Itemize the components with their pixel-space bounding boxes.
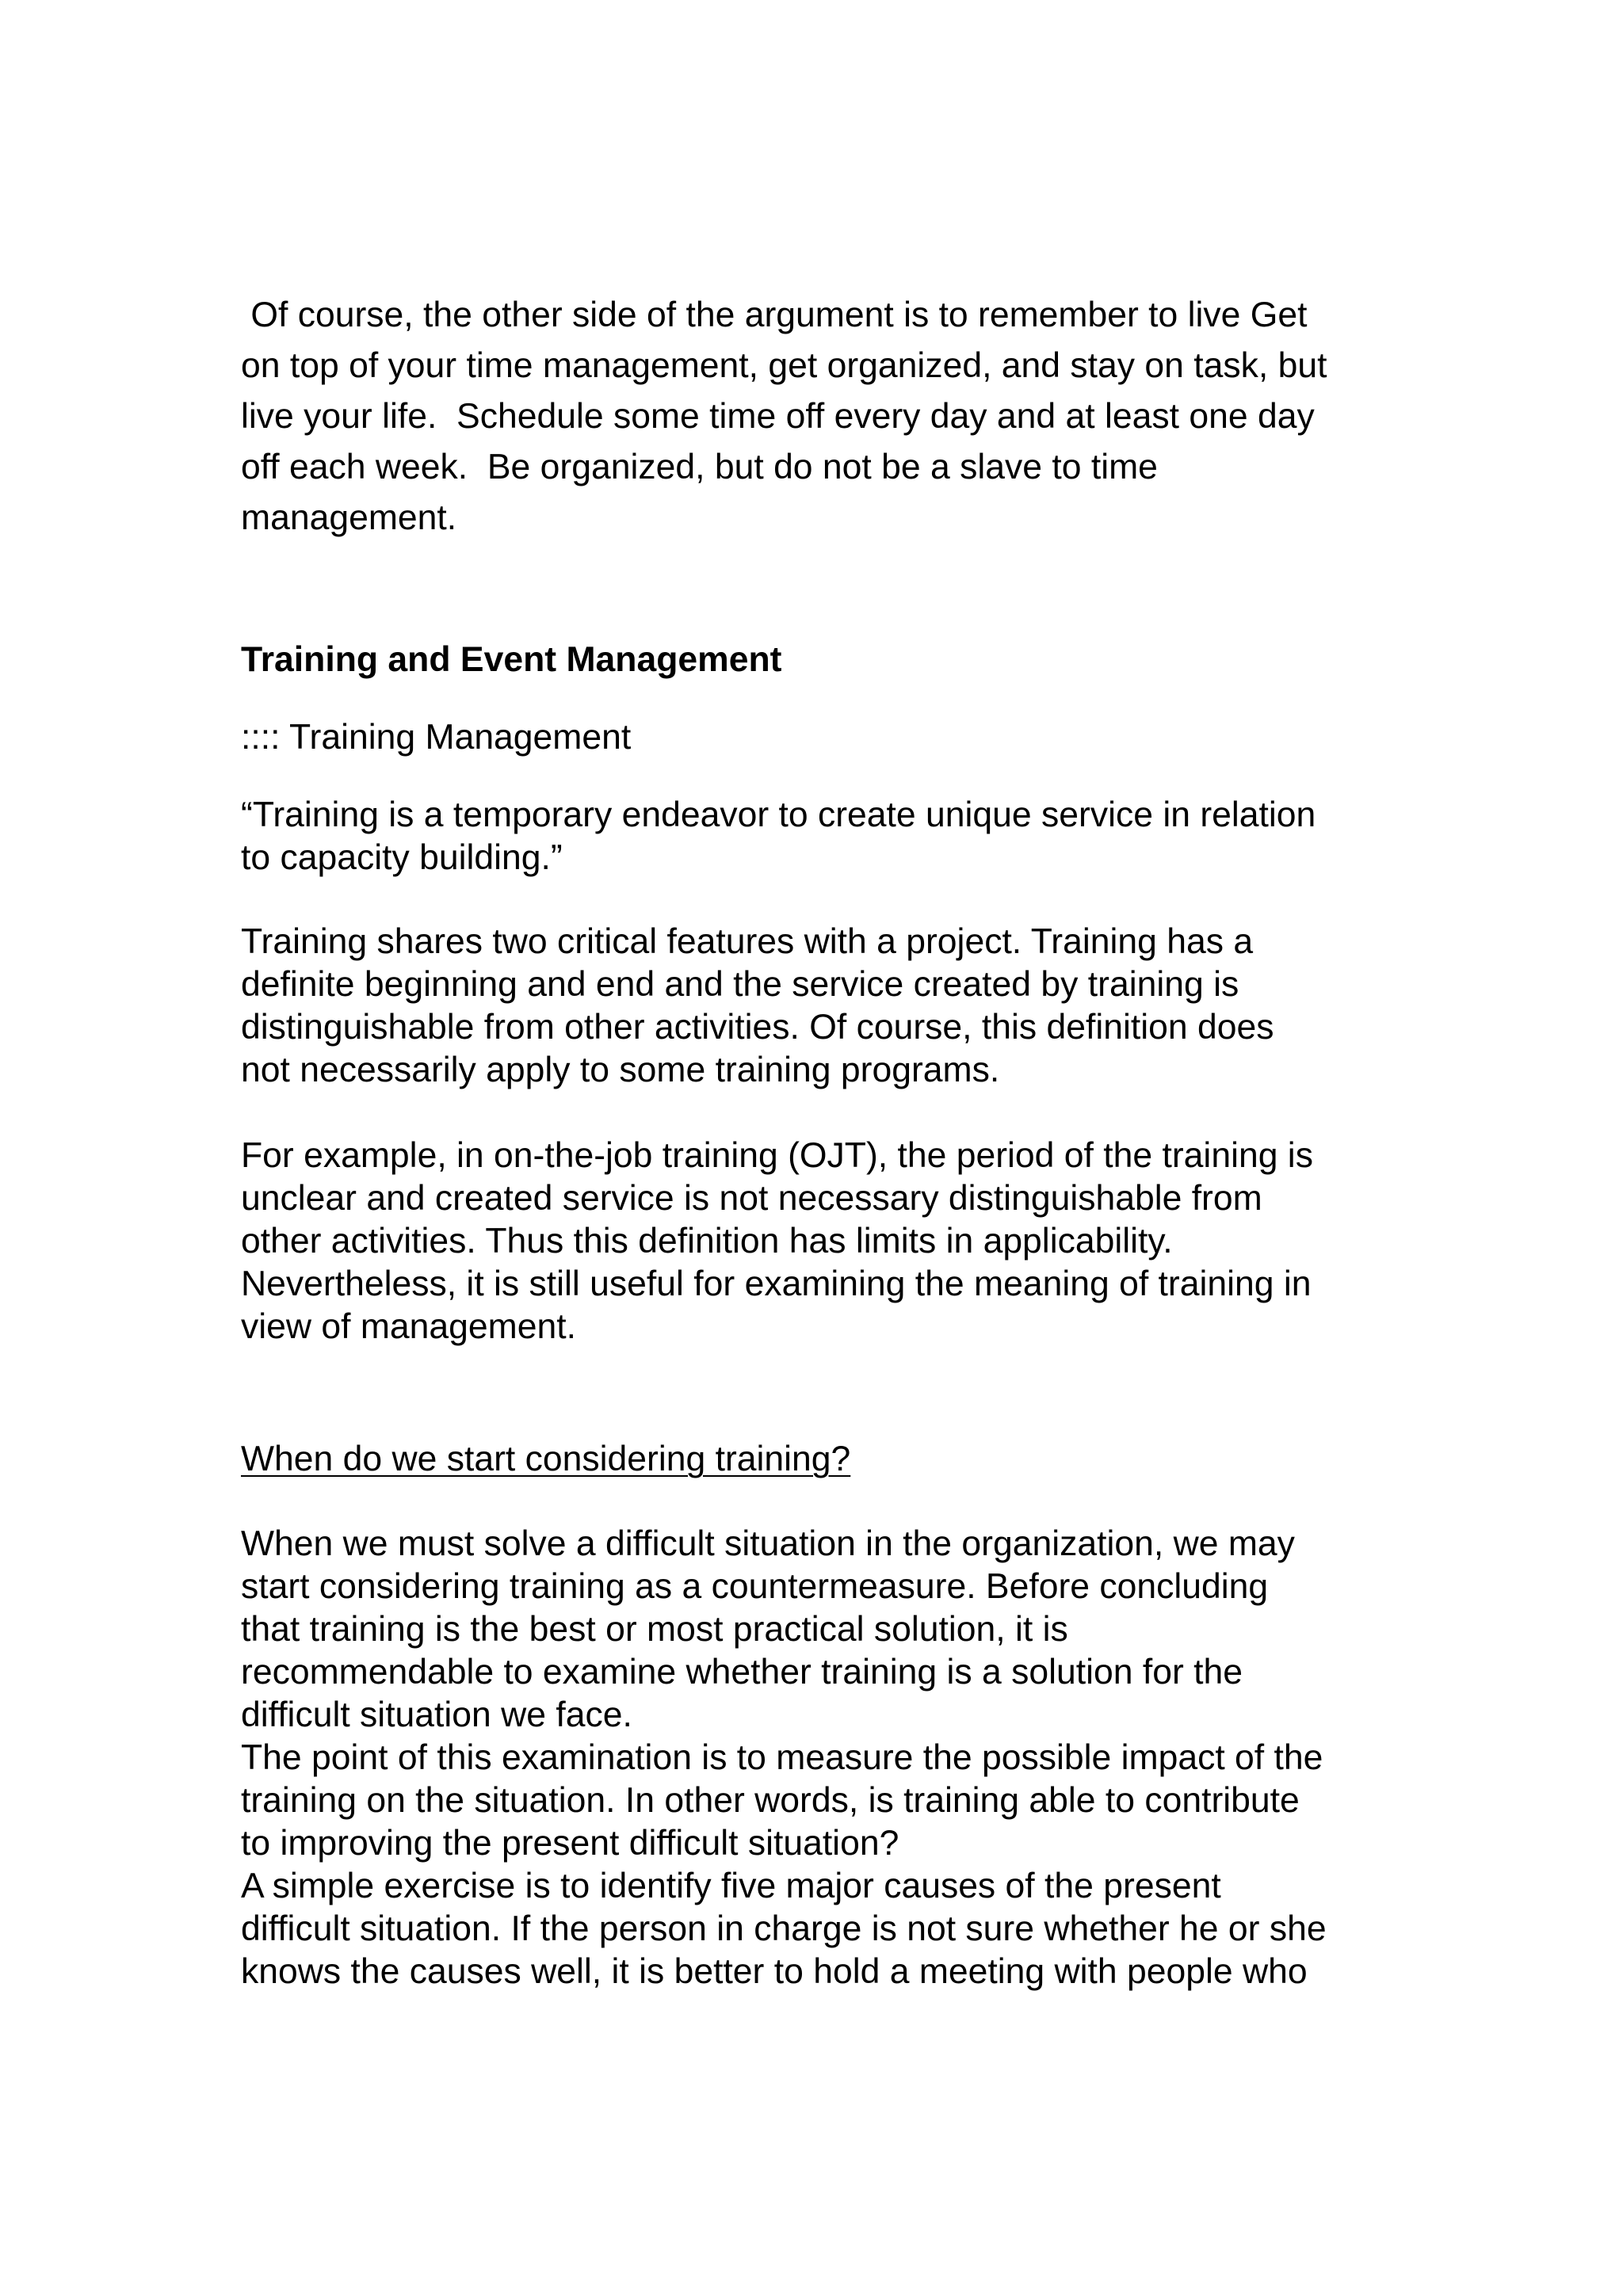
paragraph-line: Nevertheless, it is still useful for examining the meaning of training in <box>241 1264 1312 1303</box>
paragraph-line: A simple exercise is to identify five major causes of the present <box>241 1867 1221 1905</box>
definition-quote <box>241 794 1406 879</box>
paragraph-line: not necessarily apply to some training programs. <box>241 1051 1000 1089</box>
intro-paragraph <box>241 290 1406 543</box>
paragraph-line: difficult situation. If the person in charge is not sure whether he or she <box>241 1909 1327 1948</box>
paragraph-line: off each week. Be organized, but do not be a slave to time <box>241 448 1158 486</box>
paragraph-line: distinguishable from other activities. Of course, this definition does <box>241 1008 1274 1047</box>
features-paragraph <box>241 921 1406 1092</box>
paragraph-line: Training shares two critical features with a project. Training has a <box>241 922 1254 961</box>
considering-training-paragraph <box>241 1523 1406 1993</box>
paragraph-line: management. <box>241 498 457 537</box>
paragraph-line: knows the causes well, it is better to hold a meeting with people who <box>241 1952 1308 1991</box>
question-heading: When do we start considering training? <box>241 1440 851 1478</box>
paragraph-line: unclear and created service is not necessary distinguishable from <box>241 1179 1262 1218</box>
paragraph-line: For example, in on-the-job training (OJT), the period of the training is <box>241 1136 1313 1175</box>
paragraph-line: other activities. Thus this definition has limits in applicability. <box>241 1222 1173 1261</box>
paragraph-line: training on the situation. In other words, is training able to contribute <box>241 1781 1300 1820</box>
paragraph-line: view of management. <box>241 1307 576 1346</box>
paragraph-line: Of course, the other side of the argument is to remember to live Get <box>241 296 1308 334</box>
paragraph-line: When we must solve a difficult situation in the organization, we may <box>241 1524 1295 1563</box>
paragraph-line: The point of this examination is to measure the possible impact of the <box>241 1738 1323 1777</box>
subsection-label: :::: Training Management <box>241 718 632 757</box>
paragraph-line: on top of your time management, get organized, and stay on task, but <box>241 346 1327 385</box>
quote-line: “Training is a temporary endeavor to create unique service in relation <box>241 795 1316 834</box>
paragraph-line: recommendable to examine whether training is a solution for the <box>241 1653 1243 1691</box>
paragraph-line: definite beginning and end and the service created by training is <box>241 965 1239 1004</box>
paragraph-line: live your life. Schedule some time off every day and at least one day <box>241 397 1315 436</box>
quote-line: to capacity building.” <box>241 838 563 877</box>
paragraph-line: that training is the best or most practical solution, it is <box>241 1610 1068 1649</box>
paragraph-line: start considering training as a countermeasure. Before concluding <box>241 1567 1269 1606</box>
paragraph-line: difficult situation we face. <box>241 1695 632 1734</box>
example-paragraph <box>241 1135 1406 1348</box>
section-heading: Training and Event Management <box>241 640 782 679</box>
paragraph-line: to improving the present difficult situation? <box>241 1824 899 1863</box>
